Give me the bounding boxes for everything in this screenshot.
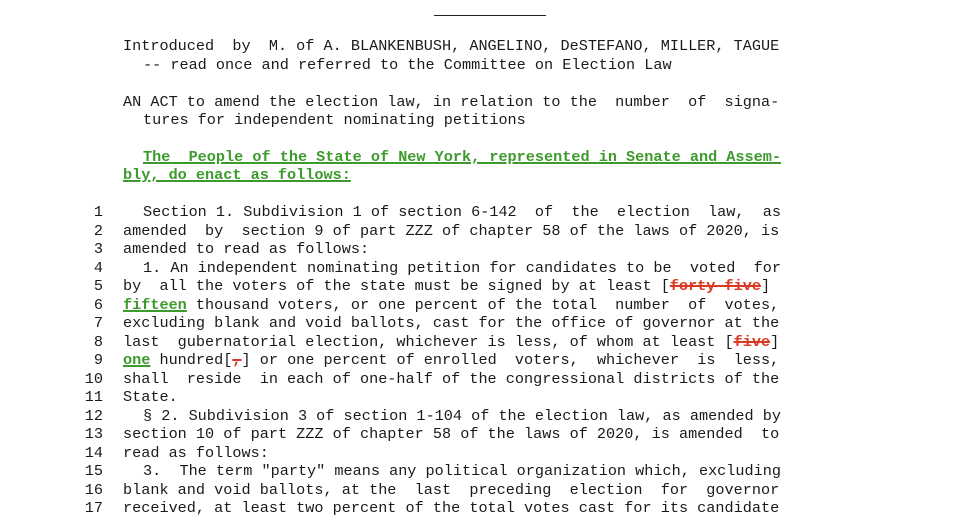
line-number: 17 [84,499,103,517]
line-text: ] [770,332,780,351]
bill-line [123,240,369,259]
line-text: last gubernatorial election, whichever is less, of whom at least [ [123,332,734,351]
line-text: ] [760,277,771,295]
line-number: 12 [84,406,103,425]
bill-line [123,481,779,500]
line-number: 2 [93,221,103,240]
line-text: Section 1. Subdivision 1 of section 6-142 of the election law, as [143,203,781,221]
line-number: 15 [84,462,103,480]
line-number: 1 [93,203,103,221]
line-text: hundred[ [150,351,233,369]
bill-line [123,351,779,370]
bill-line [123,333,779,352]
deleted-text: , [232,351,242,369]
inserted-text: one [123,351,151,369]
line-number: 3 [93,240,103,258]
line-text: 3. The term "party" means any political organization which, excluding [143,462,781,480]
bill-line [143,462,781,481]
act-line-2: tures for independent nominating petitions [143,111,526,129]
line-text: excluding blank and void ballots, cast for the office of governor at the [123,314,780,332]
enacting-line-1: The People of the State of New York, represented in Senate and Assem- [143,148,781,166]
line-text: 1. An independent nominating petition for candidates to be voted for [143,258,781,277]
intro-line-1: Introduced by M. of A. BLANKENBUSH, ANGELINO, DeSTEFANO, MILLER, TAGUE [123,37,780,55]
bill-line [123,499,779,518]
bill-line [123,425,779,444]
bill-line [123,388,178,407]
line-number: 7 [93,314,103,332]
line-text: shall reside in each of one-half of the congressional districts of the [123,369,780,388]
line-number: 11 [84,388,103,406]
line-text: amended to read as follows: [123,240,370,258]
line-text: section 10 of part ZZZ of chapter 58 of the laws of 2020, is amended to [123,425,780,443]
intro-line-2: -- read once and referred to the Committee on Election Law [143,56,672,74]
bill-line [123,296,779,315]
bill-line [143,203,781,222]
enacting-line-2: bly, do enact as follows: [123,166,351,184]
line-text: thousand voters, or one percent of the total number of votes, [186,295,780,314]
bill-line [123,277,770,296]
act-line-1: AN ACT to amend the election law, in relation to the number of signa- [123,93,780,111]
inserted-text: fifteen [123,295,187,314]
line-number: 5 [93,277,103,295]
bill-line [123,222,779,241]
line-number: 13 [84,425,103,443]
deleted-text: forty-five [669,277,761,295]
line-number: 6 [93,295,103,314]
line-text: ] or one percent of enrolled voters, whichever is less, [241,351,780,369]
bill-line [123,370,779,389]
line-number: 8 [93,332,103,351]
line-text: amended by section 9 of part ZZZ of chapter 58 of the laws of 2020, is [123,221,780,240]
bill-line [143,259,781,278]
line-number: 14 [84,443,103,462]
line-text: by all the voters of the state must be signed by at least [ [123,277,670,295]
line-text: § 2. Subdivision 3 of section 1-104 of the election law, as amended by [143,406,781,425]
line-number: 16 [84,480,103,499]
deleted-text: five [733,332,771,351]
line-text: State. [123,388,178,406]
header-rule [434,15,546,16]
line-text: blank and void ballots, at the last preceding election for governor [123,480,780,499]
bill-line [123,444,269,463]
line-number: 9 [93,351,103,369]
line-number: 4 [93,258,103,277]
line-number: 10 [84,369,103,388]
line-text: received, at least two percent of the total votes cast for its candidate [123,499,780,517]
bill-line [123,314,779,333]
bill-line [143,407,781,426]
line-text: read as follows: [123,443,269,462]
